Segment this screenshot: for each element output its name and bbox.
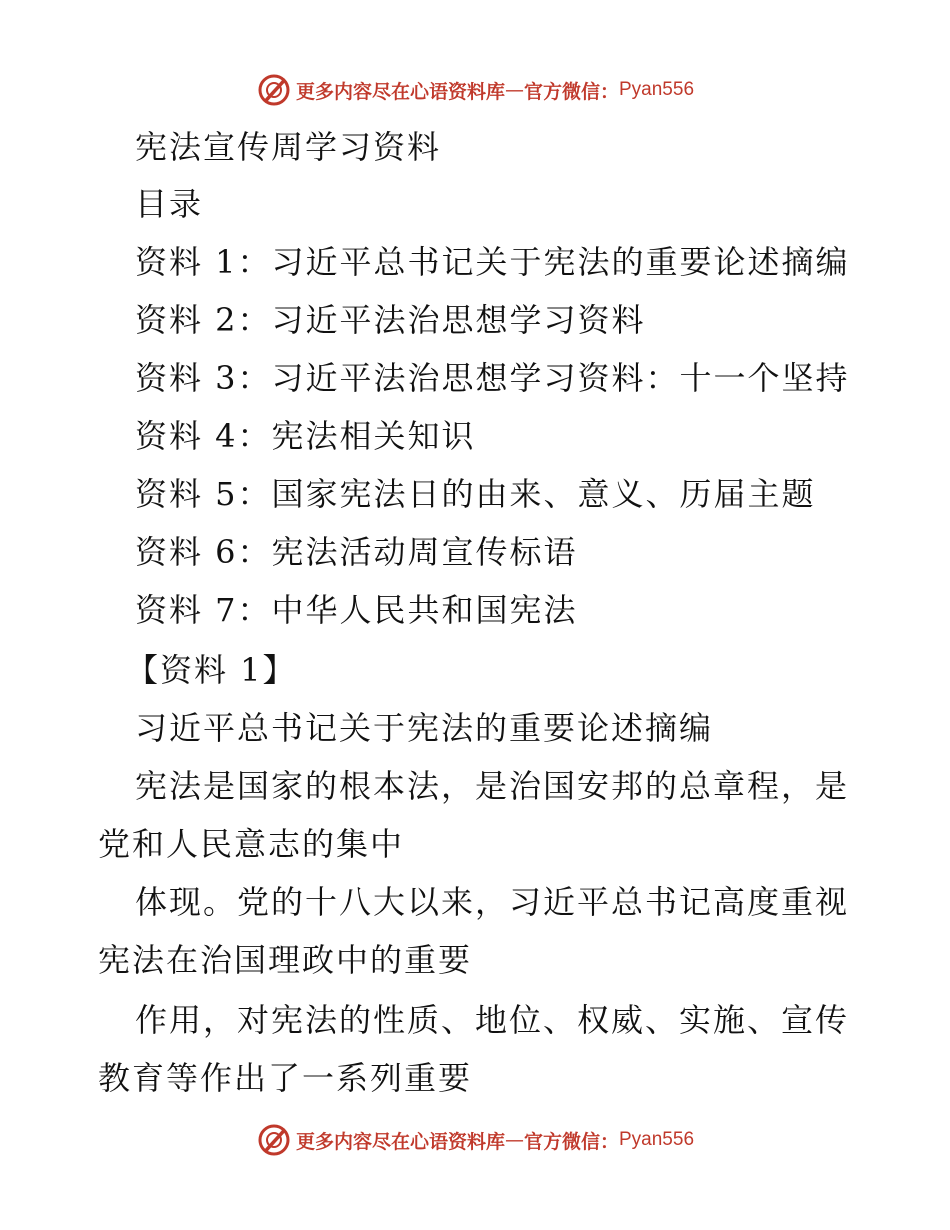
banner-wechat-handle: Pyan556	[619, 79, 695, 100]
banner-separator: —	[504, 1129, 524, 1151]
banner-brand-text: 更多内容尽在心语资料库	[295, 1130, 505, 1153]
footer-banner	[0, 1120, 950, 1160]
document-title: 宪法宣传周学习资料	[135, 128, 442, 166]
toc-item: 资料 1：习近平总书记关于宪法的重要论述摘编	[135, 243, 850, 281]
toc-item: 资料 3：习近平法治思想学习资料：十一个坚持	[135, 359, 850, 397]
banner-wechat-handle: Pyan556	[619, 1129, 695, 1150]
header-banner	[0, 70, 950, 110]
paragraph-line: 教育等作出了一系列重要	[98, 1059, 473, 1097]
toc-item: 资料 7：中华人民共和国宪法	[135, 591, 578, 629]
paragraph-line: 党和人民意志的集中	[98, 825, 405, 863]
brand-logo-icon	[256, 72, 292, 108]
banner-brand-text: 更多内容尽在心语资料库	[295, 80, 505, 103]
toc-item: 资料 6：宪法活动周宣传标语	[135, 533, 578, 571]
section-title: 习近平总书记关于宪法的重要论述摘编	[135, 709, 714, 747]
toc-item: 资料 5：国家宪法日的由来、意义、历届主题	[135, 475, 816, 513]
paragraph-line: 作用，对宪法的性质、地位、权威、实施、宣传	[135, 1001, 850, 1039]
paragraph-line: 宪法是国家的根本法，是治国安邦的总章程，是	[135, 767, 850, 805]
paragraph-line: 宪法在治国理政中的重要	[98, 941, 473, 979]
banner-separator: —	[504, 79, 524, 101]
banner-wechat-label: 官方微信：	[523, 1130, 619, 1153]
brand-logo-icon	[256, 1122, 292, 1158]
toc-item: 资料 2：习近平法治思想学习资料	[135, 301, 646, 339]
banner-wechat-label: 官方微信：	[523, 80, 619, 103]
paragraph-line: 体现。党的十八大以来，习近平总书记高度重视	[135, 883, 850, 921]
toc-item: 资料 4：宪法相关知识	[135, 417, 476, 455]
section-marker: 【资料 1】	[126, 651, 297, 689]
toc-heading: 目录	[135, 185, 204, 223]
